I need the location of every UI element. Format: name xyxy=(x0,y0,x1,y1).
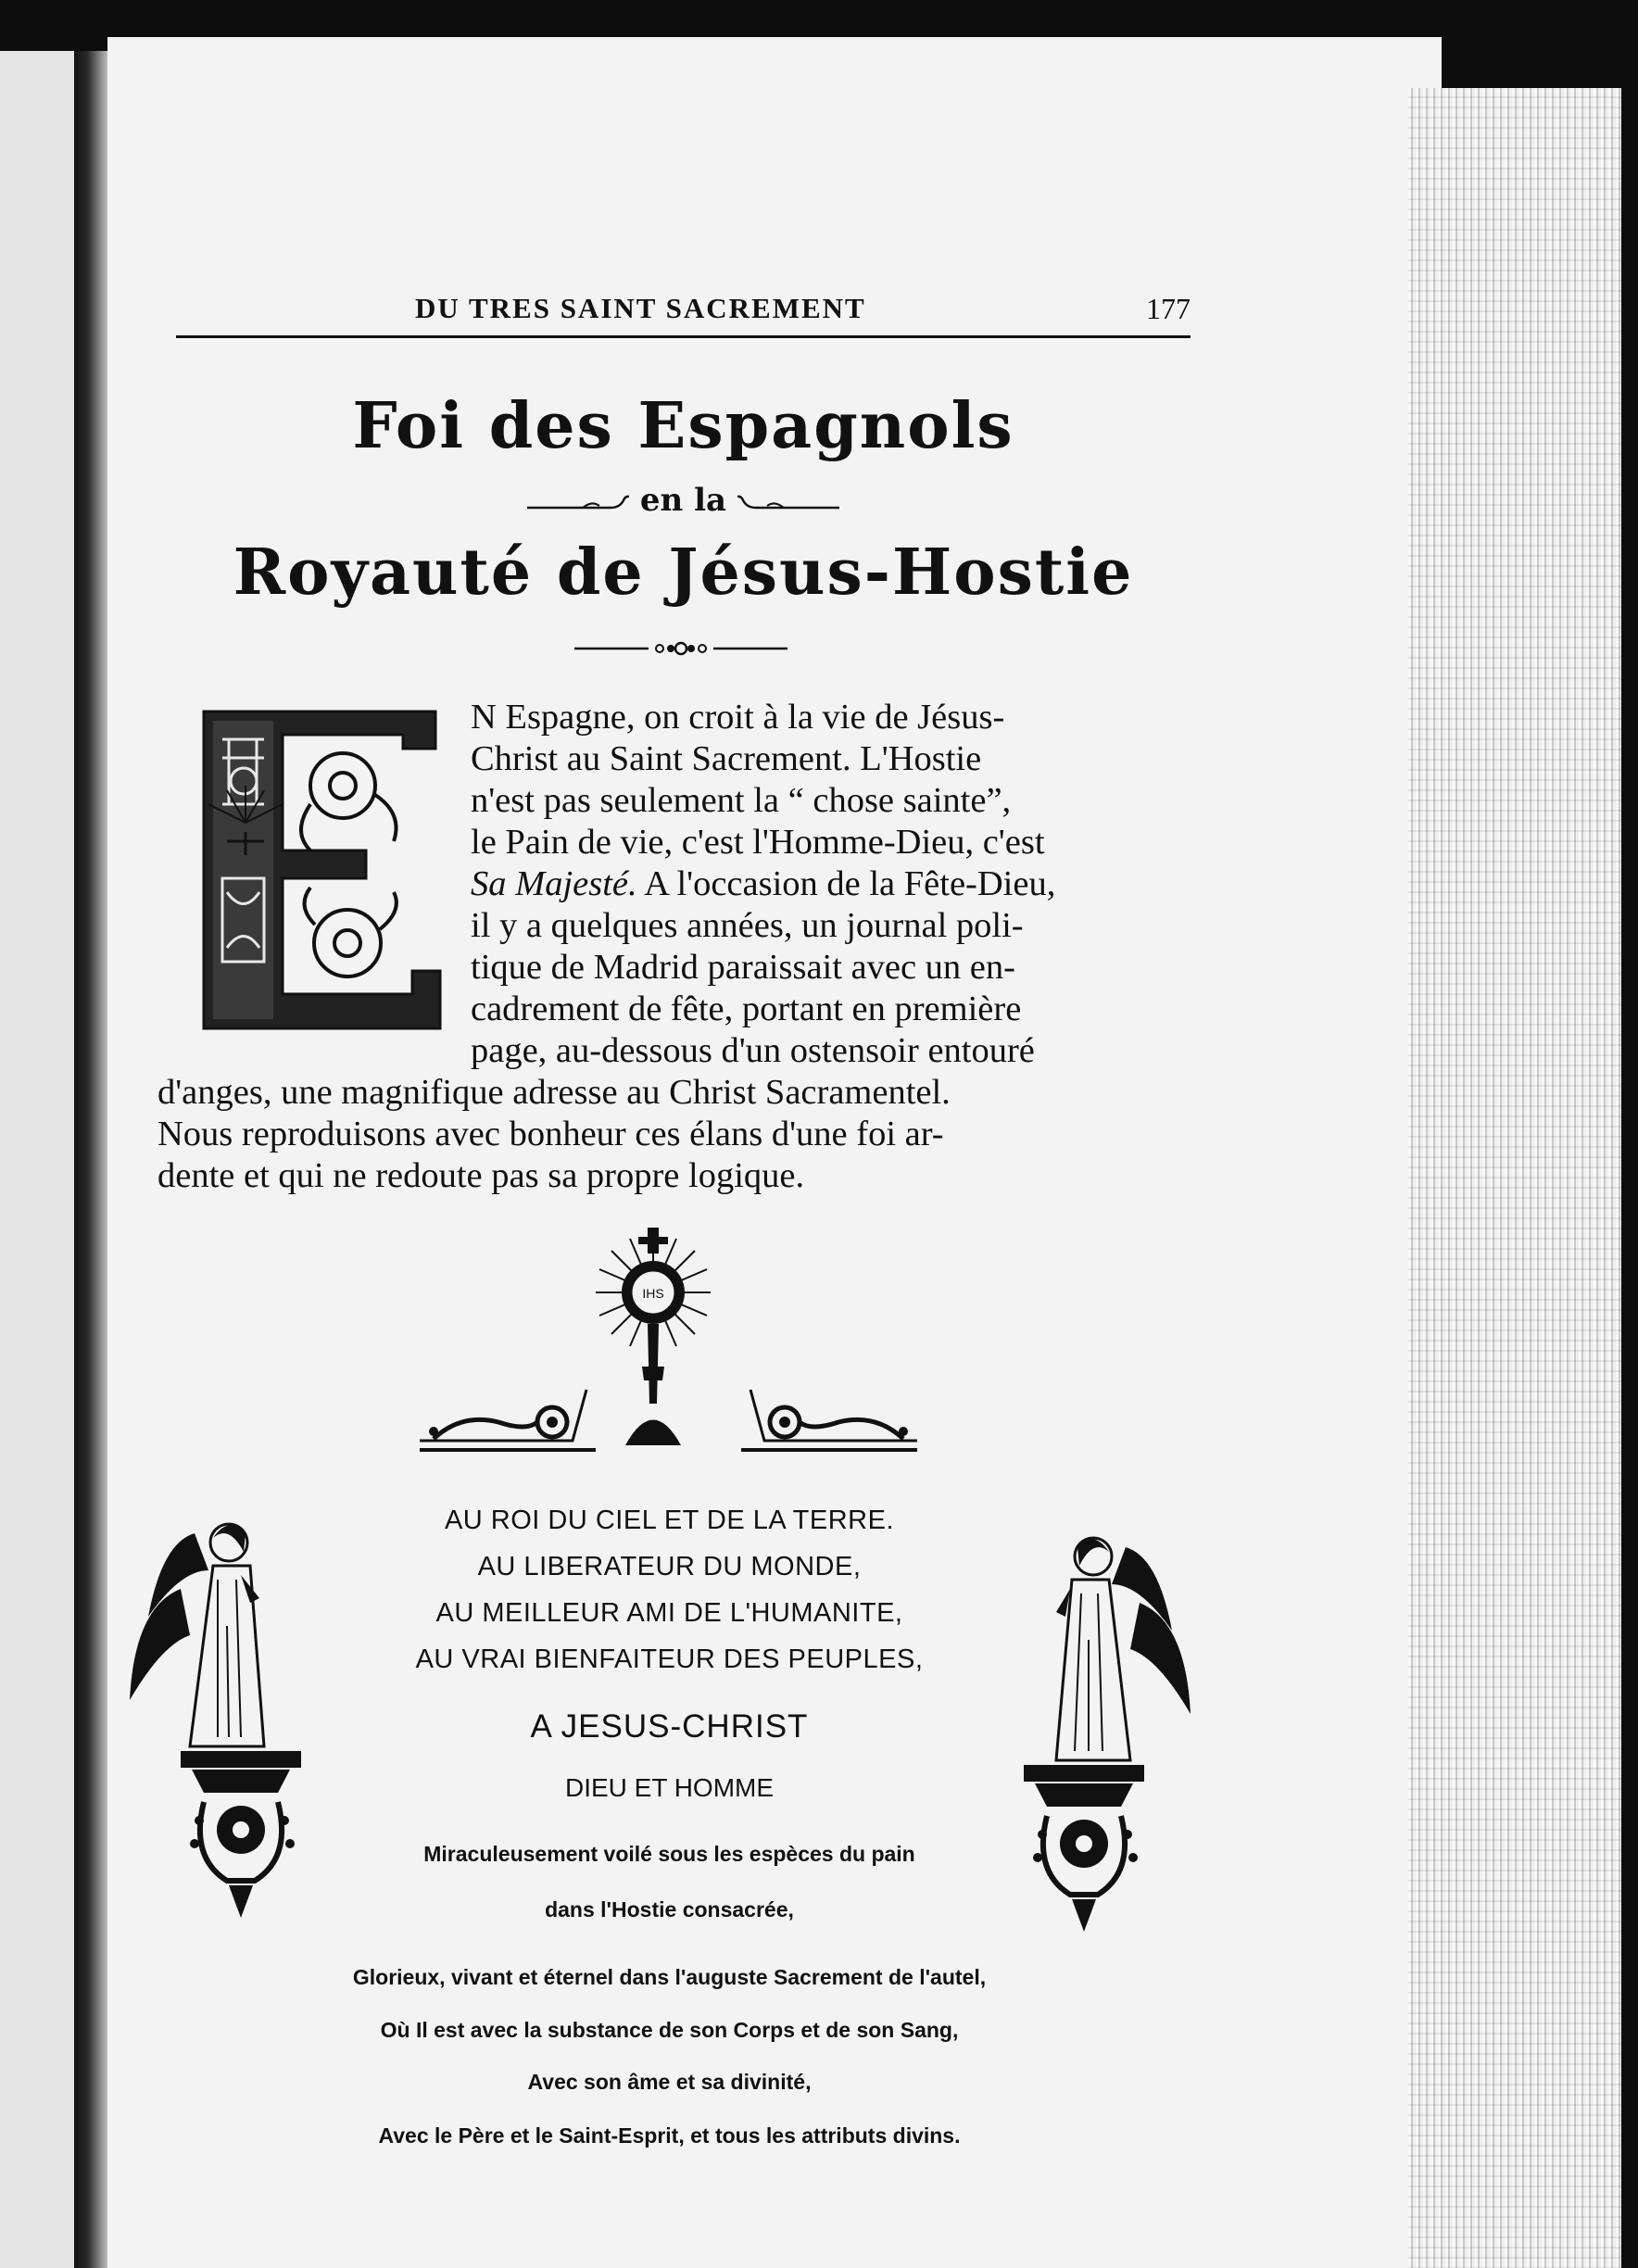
dedication-line: Avec son âme et sa divinité, xyxy=(527,2070,812,2094)
dedication-line: Avec le Père et le Saint-Esprit, et tous les attributs divins. xyxy=(378,2123,961,2148)
header-rule xyxy=(176,335,1191,338)
dedication-line: DIEU ET HOMME xyxy=(564,1773,775,1802)
monstrance-icon xyxy=(588,1228,718,1450)
drop-cap-e-icon xyxy=(171,693,445,1038)
ornamental-divider-icon xyxy=(574,639,788,658)
dedication-name: A JESUS-CHRIST xyxy=(530,1708,809,1745)
running-head xyxy=(176,292,1191,338)
paragraph-line xyxy=(471,863,1187,904)
page-number: 177 xyxy=(1146,292,1191,325)
paragraph-line: il y a quelques années, un journal poli- xyxy=(471,906,1024,945)
dedication-line: AU LIBERATEUR DU MONDE, xyxy=(477,1552,862,1581)
paragraph-line: Christ au Saint Sacrement. L'Hostie xyxy=(471,739,982,778)
dedication-line: Glorieux, vivant et éternel dans l'auguste Sacrement de l'autel, xyxy=(352,1965,987,1989)
dedication-line: Où Il est avec la substance de son Corps et de son Sang, xyxy=(380,2018,959,2042)
title-line-2: Royauté de Jésus-Hostie xyxy=(233,536,1134,610)
paragraph-line-rest: A l'occasion de la Fête-Dieu, xyxy=(644,864,1056,903)
facing-page-edge xyxy=(0,51,74,2268)
dedication-line: AU ROI DU CIEL ET DE LA TERRE. xyxy=(444,1506,895,1535)
dedication-line: dans l'Hostie consacrée, xyxy=(545,1897,794,1922)
flourish-right-icon xyxy=(737,493,839,511)
monstrance-monogram: IHS xyxy=(642,1286,664,1301)
title-connector xyxy=(176,482,1191,519)
running-title: DU TRES SAINT SACREMENT xyxy=(415,292,866,324)
paragraph-line: n'est pas seulement la “ chose sainte”, xyxy=(471,781,1012,820)
paragraph-line: Nous reproduisons avec bonheur ces élans d'une foi ar- xyxy=(158,1115,944,1153)
paragraph-line: cadrement de fête, portant en première xyxy=(471,989,1022,1028)
paragraph-line: tique de Madrid paraissait avec un en- xyxy=(471,948,1015,987)
paragraph-line: dente et qui ne redoute pas sa propre logique. xyxy=(158,1156,805,1195)
title-line-1: Foi des Espagnols xyxy=(352,389,1014,463)
italic-phrase: Sa Majesté. xyxy=(471,864,637,903)
paragraph-line: le Pain de vie, c'est l'Homme-Dieu, c'est xyxy=(471,823,1045,862)
scroll-ornament-right-icon xyxy=(737,1385,922,1455)
paragraph-line: page, au-dessous d'un ostensoir entouré xyxy=(471,1031,1035,1070)
paragraph-line: d'anges, une magnifique adresse au Christ Sacramentel. xyxy=(158,1073,951,1112)
title-connector-text: en la xyxy=(639,482,727,519)
scroll-ornament-left-icon xyxy=(415,1385,600,1455)
dedication-line: AU MEILLEUR AMI DE L'HUMANITE, xyxy=(435,1598,903,1628)
dedication-line: AU VRAI BIENFAITEUR DES PEUPLES, xyxy=(415,1644,924,1674)
book-gutter xyxy=(74,51,107,2268)
dedication-line: Miraculeusement voilé sous les espèces du pain xyxy=(423,1842,915,1866)
page-stack-edge xyxy=(1408,88,1621,2268)
flourish-left-icon xyxy=(527,493,629,511)
paragraph-line: N Espagne, on croit à la vie de Jésus- xyxy=(471,698,1005,737)
